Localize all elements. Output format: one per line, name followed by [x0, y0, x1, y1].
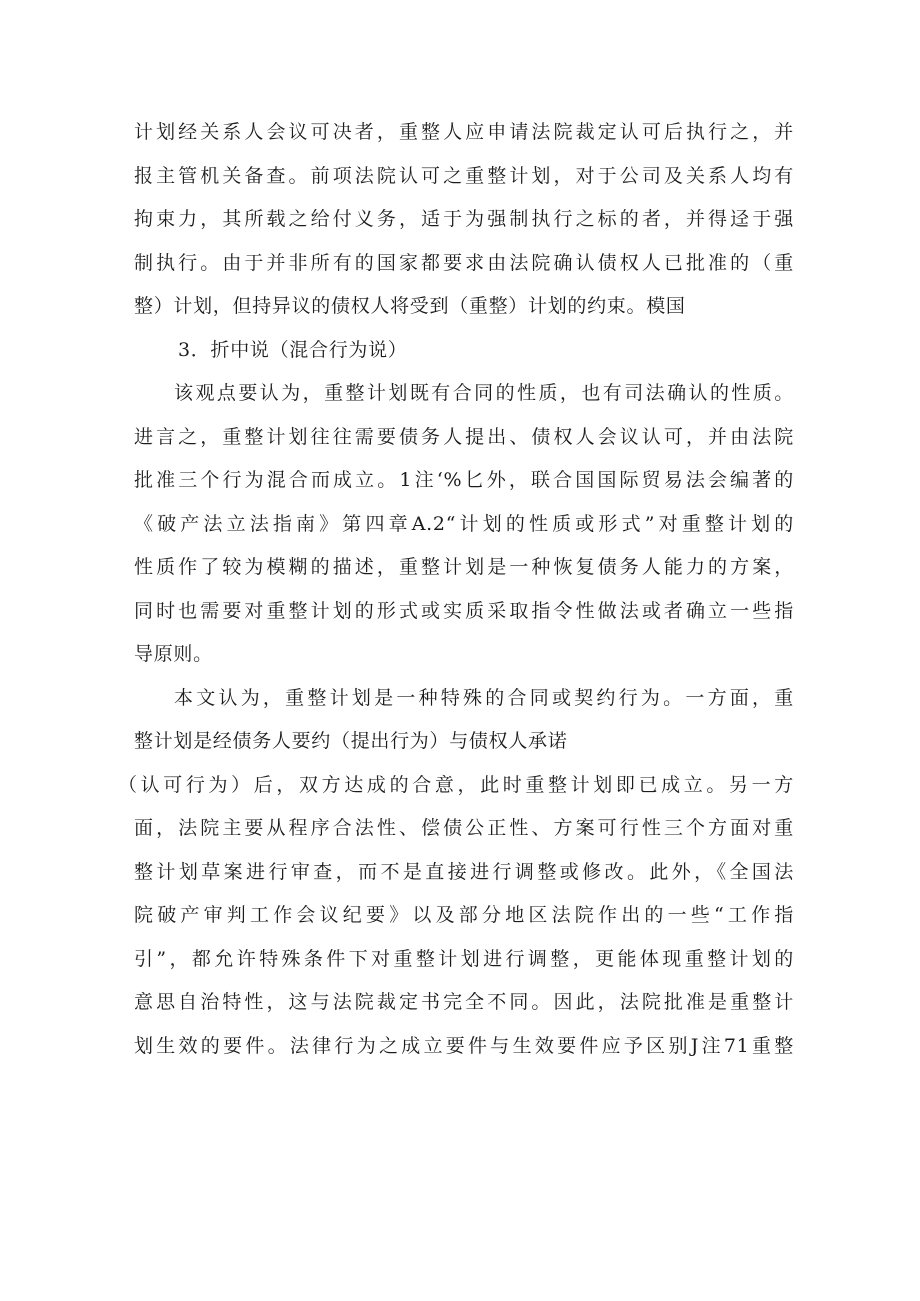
text-line: 该观点要认为，重整计划既有合同的性质，也有司法确认的性质。 — [174, 382, 794, 404]
body-text — [118, 111, 794, 1068]
text-line: 整计划草案进行审查，而不是直接进行调整或修改。此外，《全国法 — [134, 860, 794, 883]
text-line: 划生效的要件。法律行为之成立要件与生效要件应予区别J注71重整 — [134, 1034, 794, 1057]
text-line: 院破产审判工作会议纪要》以及部分地区法院作出的一些“工作指 — [134, 904, 794, 926]
section-heading: 3．折中说（混合行为说） — [178, 338, 408, 361]
text-line: 拘束力，其所载之给付义务，适于为强制执行之标的者，并得迳于强 — [134, 208, 794, 230]
text-line: 计划经关系人会议可决者，重整人应申请法院裁定认可后执行之，并 — [134, 121, 794, 143]
text-line: 进言之，重整计划往往需要债务人提出、债权人会议认可，并由法院 — [134, 425, 794, 448]
text-line: 本文认为，重整计划是一种特殊的合同或契约行为。一方面，重 — [174, 686, 794, 709]
text-line: 导原则。 — [134, 643, 213, 665]
text-line: 报主管机关备查。前项法院认可之重整计划，对于公司及关系人均有 — [134, 164, 794, 187]
text-line: 引”，都允许特殊条件下对重整计划进行调整，更能体现重整计划的 — [134, 947, 794, 970]
text-line: 批准三个行为混合而成立。1注‘%匕外，联合国国际贸易法会编著的 — [134, 469, 794, 491]
text-line: 制执行。由于并非所有的国家都要求由法院确认债权人已批准的（重 — [134, 251, 794, 274]
text-line: 面，法院主要从程序合法性、偿债公正性、方案可行性三个方面对重 — [134, 817, 794, 839]
text-line: 整）计划，但持异议的债权人将受到（重整）计划的约束。模国 — [134, 295, 686, 317]
text-line: 《破产法立法指南》第四章A.2“计划的性质或形式”对重整计划的 — [134, 512, 794, 535]
text-line: 意思自治特性，这与法院裁定书完全不同。因此，法院批准是重整计 — [134, 991, 794, 1013]
text-line: 整计划是经债务人要约（提出行为）与债权人承诺 — [134, 730, 568, 752]
text-line: 同时也需要对重整计划的形式或实质采取指令性做法或者确立一些指 — [134, 599, 794, 622]
text-line: 性质作了较为模糊的描述，重整计划是一种恢复债务人能力的方案， — [134, 556, 794, 578]
text-line: （认可行为）后，双方达成的合意，此时重整计划即已成立。另一方 — [118, 773, 794, 796]
